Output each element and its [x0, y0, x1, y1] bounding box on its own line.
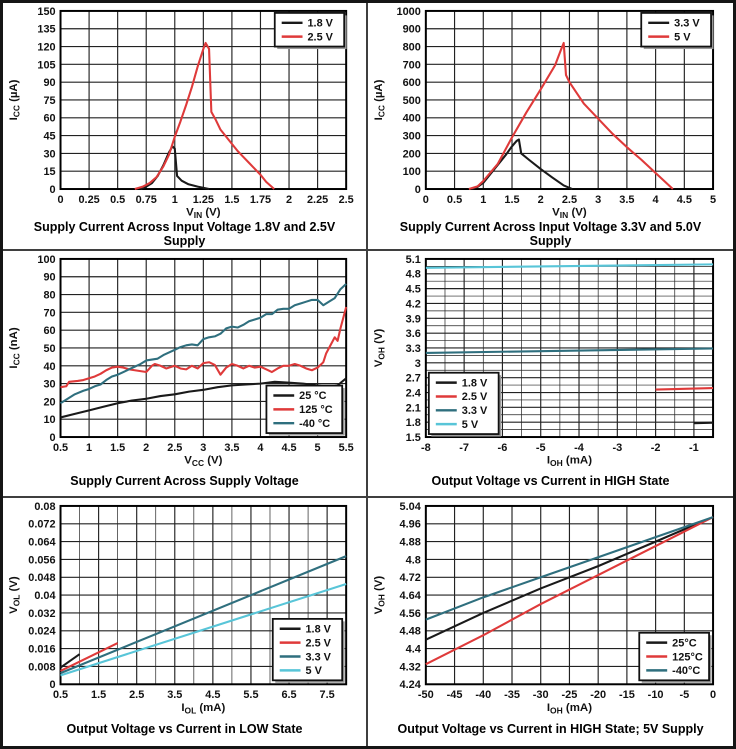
- y-tick-label: 4.88: [399, 536, 421, 549]
- x-axis-title: $V_{IN}$ (V): [552, 206, 587, 219]
- x-tick-label: 5: [314, 441, 321, 454]
- y-tick-label: 800: [402, 41, 421, 54]
- y-tick-label: 30: [43, 148, 56, 161]
- y-tick-label: 3.3: [405, 342, 421, 355]
- y-tick-label: 15: [43, 166, 56, 179]
- legend-label: 3.3 V: [461, 404, 488, 417]
- series-line: [426, 348, 713, 352]
- x-tick-label: 4.5: [676, 193, 692, 206]
- legend-label: 2.5 V: [307, 31, 333, 44]
- legend-label: 1.8 V: [305, 623, 331, 636]
- y-tick-label: 60: [43, 112, 56, 125]
- x-tick-label: 3.5: [224, 441, 240, 454]
- x-tick-label: -50: [417, 689, 434, 702]
- x-axis-title: $I_{OH}$ (mA): [546, 702, 593, 715]
- legend-label: 25 °C: [299, 389, 327, 402]
- x-tick-label: 3.5: [167, 689, 183, 702]
- y-tick-label: 50: [43, 342, 56, 355]
- y-tick-label: 1.5: [405, 431, 421, 444]
- legend-label: -40°C: [672, 665, 701, 678]
- y-tick-label: 4.8: [405, 554, 421, 567]
- charts-grid: [3, 3, 733, 746]
- y-tick-label: 105: [37, 59, 56, 72]
- y-tick-label: 0.072: [28, 519, 56, 532]
- vol-vs-iol-plot: [3, 500, 366, 714]
- y-tick-label: 900: [402, 23, 421, 36]
- y-tick-label: 4.24: [399, 679, 421, 692]
- x-tick-label: 4: [652, 193, 659, 206]
- y-axis-title: $V_{OH}$ (V): [372, 328, 387, 367]
- y-tick-label: 400: [402, 112, 421, 125]
- x-tick-label: 0: [57, 193, 64, 206]
- y-tick-label: 3.6: [405, 327, 421, 340]
- y-tick-label: 135: [37, 23, 56, 36]
- x-tick-label: 2.5: [167, 441, 183, 454]
- x-tick-label: -6: [497, 441, 508, 454]
- legend-label: 5 V: [305, 665, 322, 678]
- x-tick-label: 0: [422, 193, 429, 206]
- x-tick-label: 6.5: [281, 689, 297, 702]
- legend-label: 3.3 V: [674, 17, 700, 30]
- y-tick-label: 0.016: [28, 643, 56, 656]
- figure-supply-current-vs-vcc: [3, 251, 368, 499]
- y-tick-label: 4.5: [405, 283, 421, 296]
- legend-label: 5 V: [674, 31, 691, 44]
- y-tick-label: 0: [49, 183, 56, 196]
- y-tick-label: 2.7: [405, 372, 421, 385]
- y-tick-label: 75: [43, 94, 56, 107]
- x-tick-label: 2.5: [338, 193, 354, 206]
- y-tick-label: 90: [43, 271, 56, 284]
- y-tick-label: 1.8: [405, 416, 421, 429]
- x-tick-label: 5.5: [243, 689, 259, 702]
- legend: [266, 385, 344, 435]
- x-tick-label: 0.25: [78, 193, 100, 206]
- y-tick-label: 5.1: [405, 253, 421, 266]
- x-axis-title: $V_{CC}$ (V): [184, 454, 223, 467]
- legend-label: 5 V: [461, 418, 479, 431]
- y-tick-label: 10: [43, 413, 56, 426]
- y-tick-label: 700: [402, 59, 421, 72]
- y-tick-label: 4.96: [399, 519, 421, 532]
- x-tick-label: 5: [710, 193, 717, 206]
- x-tick-label: 2: [143, 441, 150, 454]
- figure-supply-current-3v3-5v: [368, 3, 733, 251]
- x-tick-label: 5.5: [338, 441, 354, 454]
- legend-label: 3.3 V: [305, 651, 331, 664]
- y-tick-label: 4.56: [399, 608, 421, 621]
- x-axis-title: $I_{OL}$ (mA): [181, 702, 226, 715]
- y-tick-label: 4.72: [399, 572, 421, 585]
- series-line: [472, 140, 573, 190]
- y-tick-label: 20: [43, 396, 56, 409]
- y-tick-label: 0.08: [34, 501, 56, 514]
- legend-label: 1.8 V: [307, 17, 333, 30]
- x-tick-label: 2.25: [307, 193, 329, 206]
- x-tick-label: 4: [257, 441, 264, 454]
- x-tick-label: 1: [86, 441, 93, 454]
- x-tick-label: 3: [595, 193, 602, 206]
- y-tick-label: 80: [43, 289, 56, 302]
- legend: [273, 619, 345, 683]
- x-tick-label: 4.5: [281, 441, 297, 454]
- x-tick-label: 0.5: [52, 441, 69, 454]
- y-tick-label: 4.32: [399, 661, 421, 674]
- x-tick-label: 1: [480, 193, 487, 206]
- x-tick-label: 4.5: [205, 689, 221, 702]
- legend-label: 1.8 V: [461, 377, 488, 390]
- chart-caption: Supply Current Across Supply Voltage: [70, 474, 299, 489]
- y-axis-title: $I_{CC}$ (µA): [7, 79, 22, 121]
- x-tick-label: -7: [459, 441, 470, 454]
- y-tick-label: 4.64: [399, 590, 421, 603]
- x-tick-label: 1.5: [504, 193, 520, 206]
- legend-label: -40 °C: [299, 417, 331, 430]
- y-axis-title: $V_{OL}$ (V): [7, 576, 22, 615]
- y-tick-label: 0: [49, 679, 56, 692]
- voh-vs-ioh-5v-plot: [368, 500, 733, 714]
- x-tick-label: 2: [286, 193, 293, 206]
- x-tick-label: 1.5: [110, 441, 126, 454]
- legend-label: 125°C: [672, 651, 703, 664]
- y-tick-label: 2.4: [405, 387, 421, 400]
- x-tick-label: 1: [171, 193, 178, 206]
- legend: [275, 13, 347, 49]
- y-tick-label: 0.064: [28, 536, 56, 549]
- x-tick-label: -4: [574, 441, 584, 454]
- supply-current-3v3-5v-plot: [368, 5, 733, 219]
- x-tick-label: -2: [650, 441, 661, 454]
- legend: [641, 13, 713, 49]
- y-tick-label: 100: [37, 253, 56, 266]
- y-tick-label: 1000: [396, 5, 421, 18]
- y-tick-label: 0.04: [34, 590, 56, 603]
- supply-current-vs-vcc-plot: [3, 253, 366, 467]
- x-tick-label: 3.5: [619, 193, 635, 206]
- figure-voh-vs-ioh: [368, 251, 733, 499]
- x-tick-label: -45: [446, 689, 463, 702]
- x-tick-label: -5: [535, 441, 546, 454]
- y-tick-label: 100: [402, 166, 421, 179]
- figure-supply-current-1v8-2v5: [3, 3, 368, 251]
- x-axis-title: $V_{IN}$ (V): [186, 206, 221, 219]
- y-tick-label: 0.024: [28, 626, 56, 639]
- y-tick-label: 0.008: [28, 661, 56, 674]
- y-tick-label: 0: [49, 431, 56, 444]
- y-tick-label: 2.1: [405, 402, 421, 414]
- y-tick-label: 70: [43, 306, 56, 319]
- x-tick-label: 0: [710, 689, 717, 702]
- x-tick-label: -20: [590, 689, 607, 702]
- y-tick-label: 3: [414, 357, 421, 370]
- legend-label: 2.5 V: [461, 390, 488, 403]
- y-tick-label: 120: [37, 41, 56, 54]
- legend-label: 125 °C: [299, 403, 333, 416]
- y-tick-label: 0.048: [28, 572, 56, 585]
- x-tick-label: 2.5: [129, 689, 145, 702]
- x-tick-label: -5: [679, 689, 690, 702]
- y-axis-title: $I_{CC}$ (nA): [7, 327, 22, 369]
- supply-current-1v8-2v5-plot: [3, 5, 366, 219]
- figure-vol-vs-iol: [3, 498, 368, 746]
- y-tick-label: 5.04: [399, 501, 421, 514]
- x-tick-label: -30: [532, 689, 549, 702]
- x-tick-label: 1.75: [249, 193, 272, 206]
- y-tick-label: 45: [43, 130, 56, 143]
- x-tick-label: -8: [420, 441, 431, 454]
- x-tick-label: 7.5: [319, 689, 335, 702]
- x-tick-label: 1.25: [192, 193, 214, 206]
- chart-caption: Output Voltage vs Current in LOW State: [66, 722, 303, 737]
- y-tick-label: 4.2: [405, 298, 421, 311]
- y-tick-label: 300: [402, 130, 421, 143]
- x-tick-label: 1.5: [91, 689, 107, 702]
- legend: [429, 372, 501, 436]
- chart-caption: Supply Current Across Input Voltage 1.8V and 2.5V Supply: [33, 219, 336, 248]
- y-tick-label: 30: [43, 378, 56, 391]
- x-tick-label: -35: [504, 689, 520, 702]
- chart-caption: Supply Current Across Input Voltage 3.3V and 5.0V Supply: [399, 219, 702, 248]
- y-tick-label: 60: [43, 324, 56, 337]
- x-tick-label: 0.5: [446, 193, 463, 206]
- x-tick-label: 0.75: [135, 193, 157, 206]
- series-line: [656, 388, 713, 389]
- x-tick-label: 0.5: [52, 689, 69, 702]
- figure-voh-vs-ioh-5v: [368, 498, 733, 746]
- y-tick-label: 150: [37, 5, 56, 18]
- x-tick-label: -10: [647, 689, 664, 702]
- x-tick-label: 2: [537, 193, 544, 206]
- y-tick-label: 90: [43, 77, 56, 90]
- y-axis-title: $I_{CC}$ (µA): [372, 79, 387, 121]
- y-tick-label: 500: [402, 94, 421, 107]
- y-tick-label: 600: [402, 77, 421, 90]
- x-tick-label: -1: [689, 441, 699, 454]
- y-tick-label: 4.4: [405, 643, 421, 656]
- x-tick-label: 1.5: [224, 193, 240, 206]
- chart-caption: Output Voltage vs Current in HIGH State: [431, 474, 670, 489]
- voh-vs-ioh-plot: [368, 253, 733, 467]
- x-tick-label: 2.5: [561, 193, 578, 206]
- y-axis-title: $V_{OH}$ (V): [372, 576, 387, 615]
- x-tick-label: -3: [612, 441, 623, 454]
- y-tick-label: 0.032: [28, 608, 56, 621]
- y-tick-label: 40: [43, 360, 56, 373]
- y-tick-label: 0: [414, 184, 421, 196]
- y-tick-label: 4.48: [399, 626, 421, 639]
- chart-caption: Output Voltage vs Current in HIGH State; 5V Supply: [397, 722, 704, 737]
- y-tick-label: 200: [402, 148, 421, 161]
- x-tick-label: -40: [475, 689, 492, 702]
- x-tick-label: -25: [561, 689, 578, 702]
- y-tick-label: 4.8: [405, 268, 421, 281]
- x-tick-label: 0.5: [110, 193, 126, 206]
- legend-label: 2.5 V: [305, 637, 331, 650]
- legend: [639, 633, 711, 683]
- x-tick-label: 3: [200, 441, 207, 454]
- y-tick-label: 3.9: [405, 312, 421, 325]
- legend-label: 25°C: [672, 637, 697, 650]
- x-tick-label: -15: [618, 689, 635, 702]
- y-tick-label: 0.056: [28, 554, 56, 567]
- x-axis-title: $I_{OH}$ (mA): [546, 454, 593, 467]
